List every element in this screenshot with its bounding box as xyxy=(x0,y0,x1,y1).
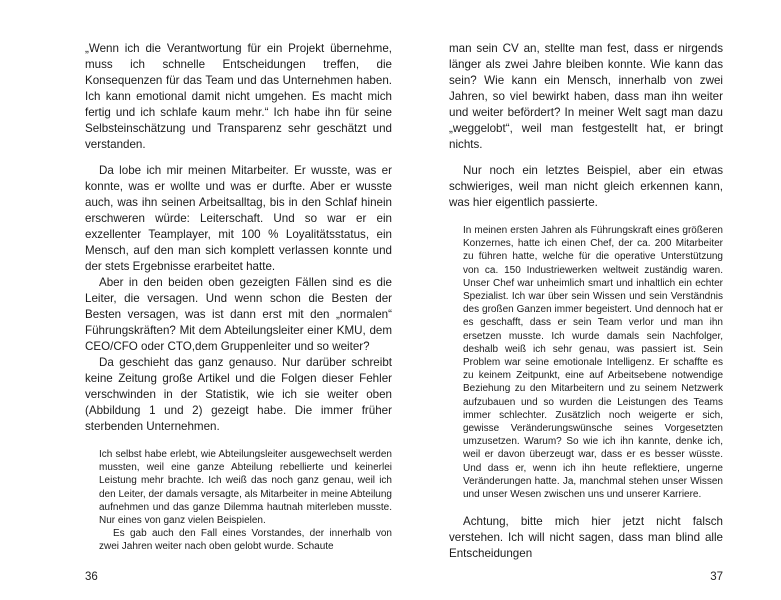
body-paragraph: Achtung, bitte mich hier jetzt nicht falsch verstehen. Ich will nicht sagen, dass man blind alle Entscheidungen xyxy=(449,515,723,561)
body-paragraph: Da lobe ich mir meinen Mitarbeiter. Er wusste, was er konnte, was er wollte und was er durfte. Aber er wusste auch, was ihn seinen Arbeitsalltag, bis in den Schlaf hinein erschweren würde: Leiterschaft. Und so war er ein exzellenter Teamplayer, mit 100 % Loyalitätsstatus, ein Mensch, auf den man sich komplett verlassen konnte und der stets Ergebnisse erarbeitet hatte. xyxy=(85,164,392,273)
example-block xyxy=(99,448,392,554)
page-number-right: 37 xyxy=(710,571,723,583)
body-paragraph: Da geschieht das ganz genauso. Nur darüber schreibt keine Zeitung große Artikel und die Folgen dieser Fehler verschwinden in der Statistik, wie ich sie weiter oben (Abbildung 1 und 2) gezeigt habe. Die immer früher sterbenden Unternehmen. xyxy=(85,356,392,433)
paragraph-gap xyxy=(85,435,392,448)
example-paragraph: In meinen ersten Jahren als Führungskraft eines größeren Konzernes, hatte ich einen Chef, der ca. 200 Mitarbeiter zu führen hatte, welche für die operative Unterstützung von ca. 150 Industriewerken weltweit zuständig waren. Unser Chef war unheimlich smart und inhaltlich ein echter Spezialist. Ich war über sein Wissen und sein Verständnis des großen Ganzen immer begeistert. Und dennoch hat er es geschafft, dass er sein Team verlor und man ihn ersetzen musste. Ich wurde damals sein Nachfolger, deshalb weiß ich sehr genau, was passiert ist. Sein Problem war seine emotionale Intelligenz. Er schaffte es zu keinem Zeitpunkt, eine auf Arbeitsebene notwendige Beziehung zu den Mitarbeitern und zu seinem Netzwerk aufzubauen und so wurden die Leistungen des Teams immer schlechter. Zusätzlich noch weigerte er sich, gewisse Veränderungswünsche seines Vorgesetzten umzusetzen. Warum? So wie ich ihn kannte, denke ich, weil er davon überzeugt war, dass er es besser wüsste. Und dass er, wenn ich ihn heute reflektiere, ungerne Veränderungen hatte. Ja, manchmal stehen unser Wissen und unser Wesen zwischen uns und unserer Karriere. xyxy=(463,225,723,501)
page-left-text-column xyxy=(85,41,392,554)
body-paragraph: Aber in den beiden oben gezeigten Fällen sind es die Leiter, die versagen. Und wenn schon die Besten der Besten versagen, was ist dann erst mit den „normalen“ Führungskräften? Mit dem Abteilungsleiter einer KMU, dem CEO/CFO oder CTO,dem Gruppenleiter und so weiter? xyxy=(85,276,392,353)
body-paragraph: Nur noch ein letztes Beispiel, aber ein etwas schwieriges, weil man nicht gleich erkennen kann, was hier eigentlich passierte. xyxy=(449,164,723,209)
paragraph-gap xyxy=(449,153,723,163)
body-paragraph: man sein CV an, stellte man fest, dass er nirgends länger als zwei Jahre bleiben konnte. Wie kann das sein? Wie kann ein Mensch, innerhalb von zwei Jahren, so viel bewirkt haben, dass man ihn weiter und weiter befördert? In meiner Welt sagt man dazu „weggelobt“, weil man festgestellt hat, er bringt nichts. xyxy=(449,42,723,151)
example-paragraph: Es gab auch den Fall eines Vorstandes, der innerhalb von zwei Jahren weiter nach oben gelobt wurde. Schaute xyxy=(99,528,392,553)
paragraph-gap xyxy=(449,211,723,224)
page-number-left: 36 xyxy=(85,571,98,583)
paragraph-gap xyxy=(449,501,723,514)
example-paragraph: Ich selbst habe erlebt, wie Abteilungsleiter ausgewechselt werden mussten, weil eine ganze Abteilung rebellierte und keinerlei Leistung mehr brachte. Ich weiß das noch ganz genau, weil ich den Leiter, der damals versagte, als Mitarbeiter in meine Abteilung aufnehmen und das ganze Dilemma hautnah miterleben musste. Nur eines von ganz vielen Beispielen. xyxy=(99,449,392,527)
example-block xyxy=(463,224,723,501)
page-right-text-column xyxy=(449,41,723,562)
quote-paragraph: „Wenn ich die Verantwortung für ein Projekt übernehme, muss ich schnelle Entscheidungen treffen, die Konsequenzen für das Team und das Unternehmen haben. Ich kann emotional damit nicht umgehen. Es macht mich fertig und ich schlafe kaum mehr.“ Ich habe ihn für seine Selbsteinschätzung und Transparenz sehr geschätzt und verstanden. xyxy=(85,42,392,151)
paragraph-gap xyxy=(85,153,392,163)
